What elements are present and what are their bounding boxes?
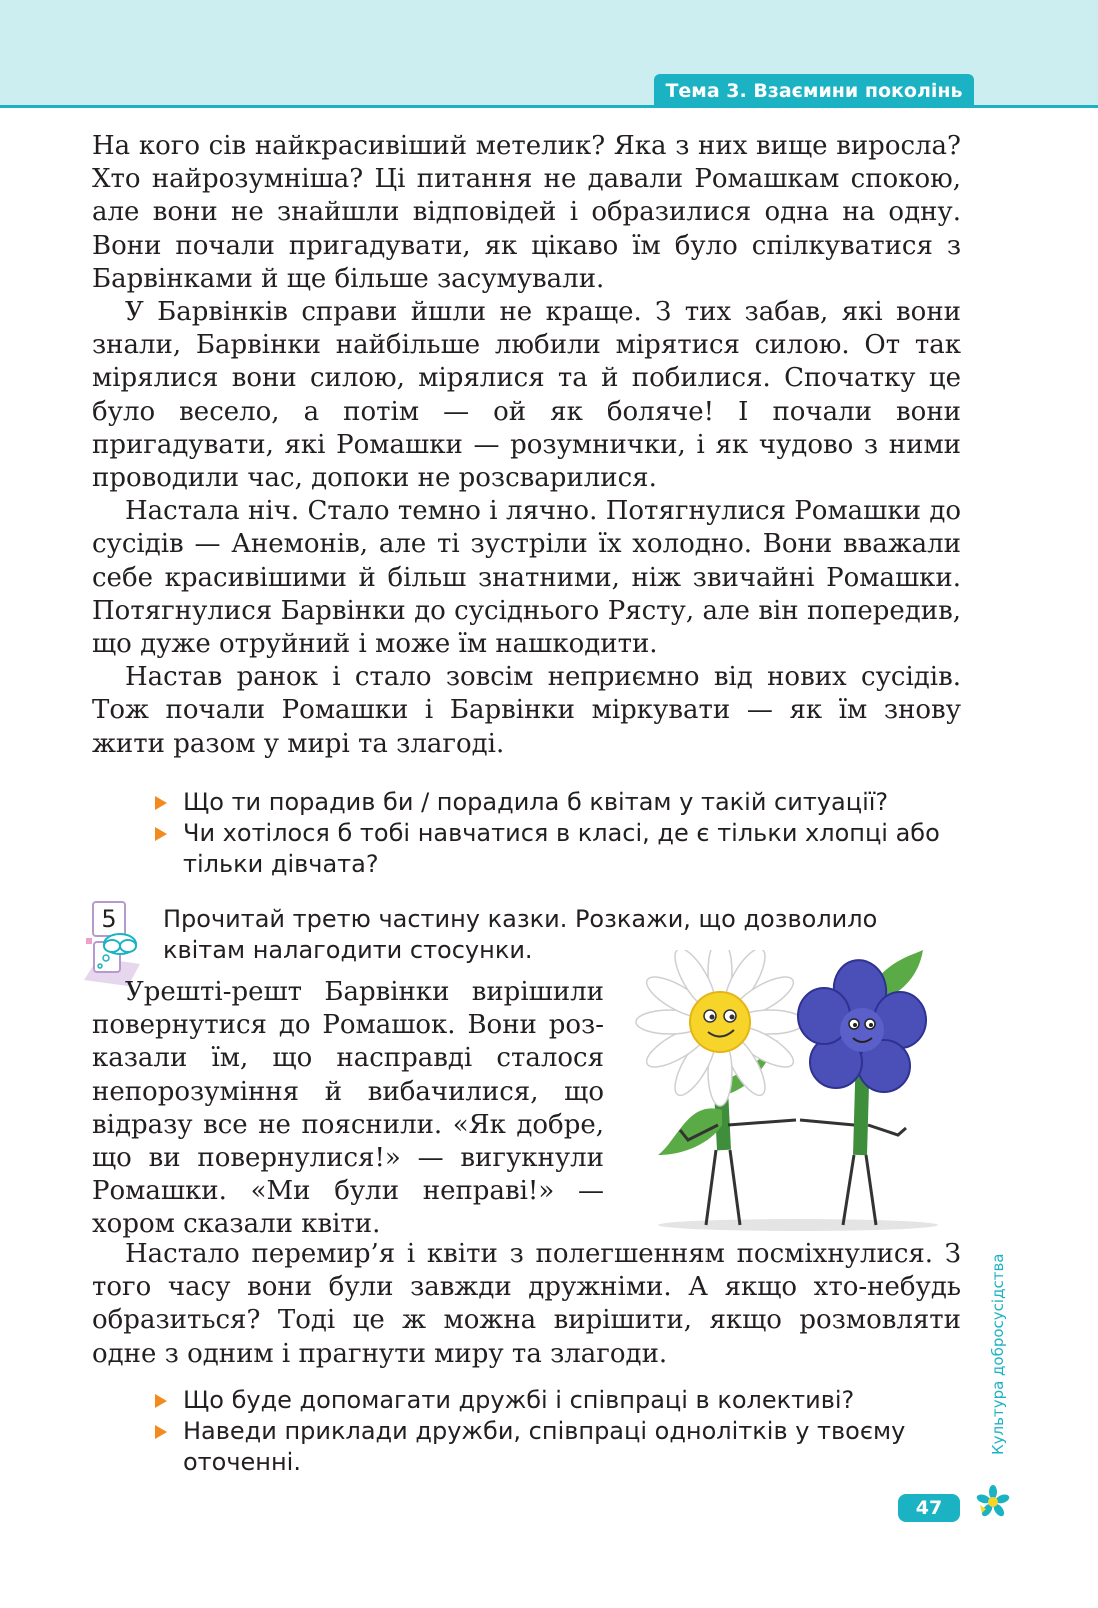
story-line: казали їм, що насправді сталося	[92, 1043, 604, 1074]
question-item	[155, 1385, 963, 1416]
question-text: Що ти порадив би / порадила б квітам у такій ситуації?	[183, 788, 889, 816]
paragraph: Настав ранок і стало зовсім неприємно від нових сусідів. Тож почали Ромашки і Барвінки міркувати — як їм знову жити разом у мирі та злагоді.	[92, 662, 961, 759]
bullet-arrow-icon	[155, 1394, 167, 1408]
story-line: повернутися до Ромашок. Вони роз-	[92, 1010, 604, 1041]
question-text: Чи хотілося б тобі навчатися в класі, де є тільки хлопці або тільки дівчата?	[183, 819, 940, 878]
bullet-arrow-icon	[155, 1425, 167, 1439]
story-part-3	[92, 1238, 961, 1371]
story-line: хором сказали квіти.	[92, 1209, 381, 1240]
star-flower-icon	[976, 1485, 1010, 1519]
task-number: 5	[92, 901, 126, 937]
story-line: Ромашки. «Ми були неправі!» —	[92, 1176, 604, 1207]
question-text: Наведи приклади дружби, співпраці однолітків у твоєму оточенні.	[183, 1417, 906, 1476]
question-item	[155, 818, 963, 880]
question-item	[155, 787, 963, 818]
section-title: Культура добросусідства	[989, 1253, 1007, 1455]
paragraph: У Барвінків справи йшли не краще. З тих забав, які вони знали, Барвінки найбільше любили мірятися силою. От так мірялися вони силою, мірялися та й побилися. Спочатку це було весело, а потім — ой як боляче! І почали вони пригадувати, які Ромашки — розумнички, і як чудово з ними проводили час, допоки не розсварилися.	[92, 297, 961, 494]
story-part-2	[92, 976, 604, 1242]
paragraph: Настала ніч. Стало темно і лячно. Потягнулися Ромашки до сусідів — Анемонів, але ті зустріли їх холодно. Вони вважали себе красивішими й більш знатними, ніж звичайні Ромашки. Потягнулися Барвінки до сусіднього Рясту, але він попередив, що дуже отруйний і може їм нашкодити.	[92, 496, 961, 660]
bullet-arrow-icon	[155, 796, 167, 810]
question-item	[155, 1416, 963, 1478]
flowers-illustration	[628, 950, 968, 1235]
questions-list-1	[155, 787, 963, 880]
paragraph: На кого сів найкрасивіший метелик? Яка з них вище виросла? Хто найрозумніша? Ці питання не давали Ромашкам спокою, але вони не знайшли відповідей і образилися одна на одну. Вони почали пригадувати, як цікаво їм було спілкуватися з Барвінками й ще більше засумували.	[92, 131, 961, 294]
story-part-1	[92, 130, 961, 761]
question-text: Що буде допомагати дружбі і співпраці в колективі?	[183, 1386, 855, 1414]
story-line: що ви повернулися!» — вигукнули	[92, 1143, 604, 1174]
story-line: відразу все не пояснили. «Як добре,	[92, 1109, 604, 1140]
topic-badge: Тема 3. Взаємини поколінь	[654, 74, 974, 108]
story-line: непорозуміння й вибачилися, що	[92, 1076, 604, 1107]
task-instruction: Прочитай третю частину казки. Розкажи, що дозволило квітам налагодити стосунки.	[163, 905, 878, 964]
page-number: 47	[898, 1494, 960, 1522]
bullet-arrow-icon	[155, 827, 167, 841]
paragraph: Настало перемир’я і квіти з полегшенням посміхнулися. З того часу вони були завжди дружніми. А якщо хто-небудь образиться? Тоді це ж можна вирішити, якщо розмовляти одне з одним і прагнути миру та злагоди.	[92, 1239, 961, 1369]
story-line: Урешті-решт Барвінки вирішили	[125, 977, 604, 1007]
section-label	[988, 1240, 1028, 1470]
questions-list-2	[155, 1385, 963, 1478]
